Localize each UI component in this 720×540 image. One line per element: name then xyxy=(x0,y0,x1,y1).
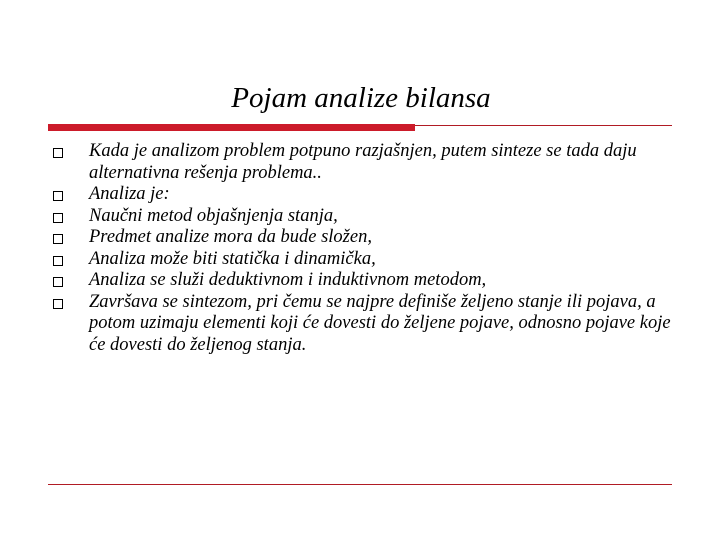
bullet-item xyxy=(0,227,720,249)
hollow-square-icon xyxy=(53,213,63,223)
bullet-item xyxy=(0,141,720,184)
bullet-text: Kada je analizom problem potpuno razjašnjen, putem sinteze se tada daju alternativna rešenja problema.. xyxy=(89,141,637,183)
bullet-item xyxy=(0,184,720,206)
bullet-text: Završava se sintezom, pri čemu se najpre definiše željeno stanje ili pojava, a potom uzimaju elementi koji će dovesti do željene pojave, odnosno pojave koje će dovesti do željenog stanja. xyxy=(89,291,671,355)
hollow-square-icon xyxy=(53,277,63,287)
hollow-square-icon xyxy=(53,148,63,158)
hollow-square-icon xyxy=(53,234,63,244)
bullet-list xyxy=(0,141,720,356)
title-accent-bar xyxy=(48,124,415,131)
bullet-text: Analiza se služi deduktivnom i induktivnom metodom, xyxy=(89,270,487,290)
hollow-square-icon xyxy=(53,256,63,266)
footer-divider-line xyxy=(48,484,672,485)
bullet-item xyxy=(0,292,720,357)
bullet-item xyxy=(0,206,720,228)
bullet-text: Naučni metod objašnjenja stanja, xyxy=(89,205,338,226)
bullet-item xyxy=(0,270,720,292)
slide-title: Pojam analize bilansa xyxy=(231,82,491,114)
hollow-square-icon xyxy=(53,191,63,201)
bullet-text: Analiza može biti statička i dinamička, xyxy=(89,248,376,269)
bullet-text: Analiza je: xyxy=(89,184,170,204)
hollow-square-icon xyxy=(53,299,63,309)
bullet-text: Predmet analize mora da bude složen, xyxy=(89,227,372,247)
bullet-item xyxy=(0,249,720,271)
